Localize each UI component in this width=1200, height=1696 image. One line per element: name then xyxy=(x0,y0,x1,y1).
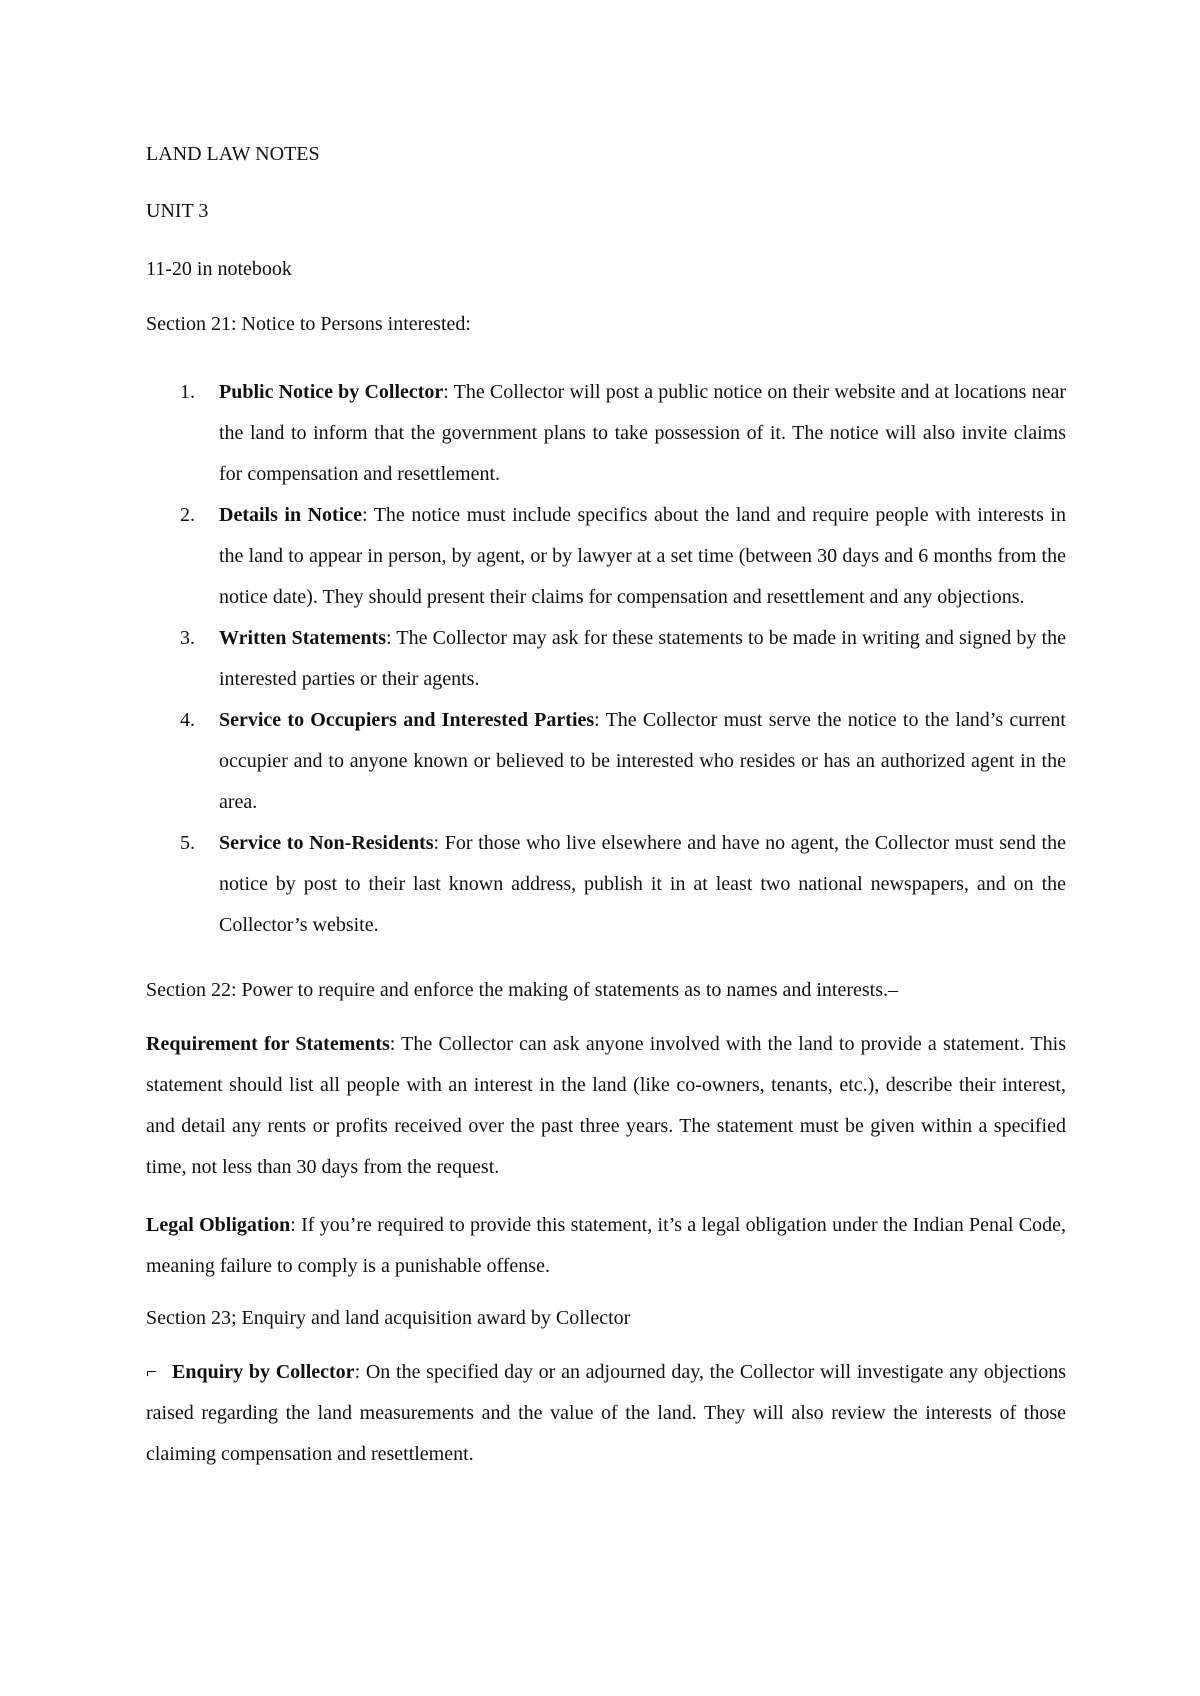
list-item-number: 1. xyxy=(180,381,195,403)
unit-label: UNIT 3 xyxy=(146,200,209,222)
list-item-term: Service to Occupiers and Interested Parties xyxy=(219,709,595,731)
list-item-term: Written Statements xyxy=(219,627,386,649)
list-item-number: 5. xyxy=(180,832,195,854)
section-23-heading: Section 23; Enquiry and land acquisition award by Collector xyxy=(146,1307,631,1329)
enquiry-paragraph xyxy=(146,1352,1066,1475)
section-21-list xyxy=(146,372,1066,946)
list-item-text: : The Collector may ask for these statements to be made in writing and signed by the interested parties or their agents. xyxy=(219,627,1066,690)
list-item-text: : For those who live elsewhere and have no agent, the Collector must send the notice by post to their last known address, publish it in at least two national newspapers, and on the Collector’s website. xyxy=(219,832,1066,936)
paragraph-text: : The Collector can ask anyone involved with the land to provide a statement. This statement should list all people with an interest in the land (like co-owners, tenants, etc.), describe their interest, and detail any rents or profits received over the past three years. The statement must be given within a specified time, not less than 30 days from the request. xyxy=(146,1033,1066,1178)
list-item-term: Public Notice by Collector xyxy=(219,381,444,403)
document-page xyxy=(146,140,1066,1492)
notebook-note: 11-20 in notebook xyxy=(146,258,292,280)
paragraph-term: Requirement for Statements xyxy=(146,1033,390,1055)
list-item-text: : The notice must include specifics about the land and require people with interests in the land to appear in person, by agent, or by lawyer at a set time (between 30 days and 6 months from the notice date). They should present their claims for compensation and resettlement and any objections. xyxy=(219,504,1066,608)
section-21-heading: Section 21: Notice to Persons interested: xyxy=(146,313,471,335)
list-item xyxy=(180,823,1066,946)
bullet-icon: ⌐ xyxy=(146,1361,158,1383)
list-item-text: : The Collector must serve the notice to the land’s current occupier and to anyone known or believed to be interested who resides or has an authorized agent in the area. xyxy=(219,709,1066,813)
paragraph-text: : If you’re required to provide this statement, it’s a legal obligation under the Indian Penal Code, meaning failure to comply is a punishable offense. xyxy=(146,1214,1066,1277)
list-item xyxy=(180,372,1066,495)
paragraph-text: : On the specified day or an adjourned day, the Collector will investigate any objections raised regarding the land measurements and the value of the land. They will also review the interests of those claiming compensation and resettlement. xyxy=(146,1361,1066,1465)
list-item xyxy=(180,618,1066,700)
paragraph-term: Legal Obligation xyxy=(146,1214,291,1236)
paragraph-term: Enquiry by Collector xyxy=(172,1361,355,1383)
requirement-paragraph xyxy=(146,1024,1066,1188)
section-22-heading: Section 22: Power to require and enforce the making of statements as to names and interests.– xyxy=(146,979,899,1001)
document-title: LAND LAW NOTES xyxy=(146,143,320,165)
list-item-text: : The Collector will post a public notice on their website and at locations near the land to inform that the government plans to take possession of it. The notice will also invite claims for compensation and resettlement. xyxy=(219,381,1066,485)
obligation-paragraph xyxy=(146,1205,1066,1287)
list-item-number: 4. xyxy=(180,709,195,731)
list-item-term: Details in Notice xyxy=(219,504,362,526)
list-item-number: 3. xyxy=(180,627,195,649)
list-item-term: Service to Non-Residents xyxy=(219,832,434,854)
list-item-number: 2. xyxy=(180,504,195,526)
list-item xyxy=(180,495,1066,618)
list-item xyxy=(180,700,1066,823)
